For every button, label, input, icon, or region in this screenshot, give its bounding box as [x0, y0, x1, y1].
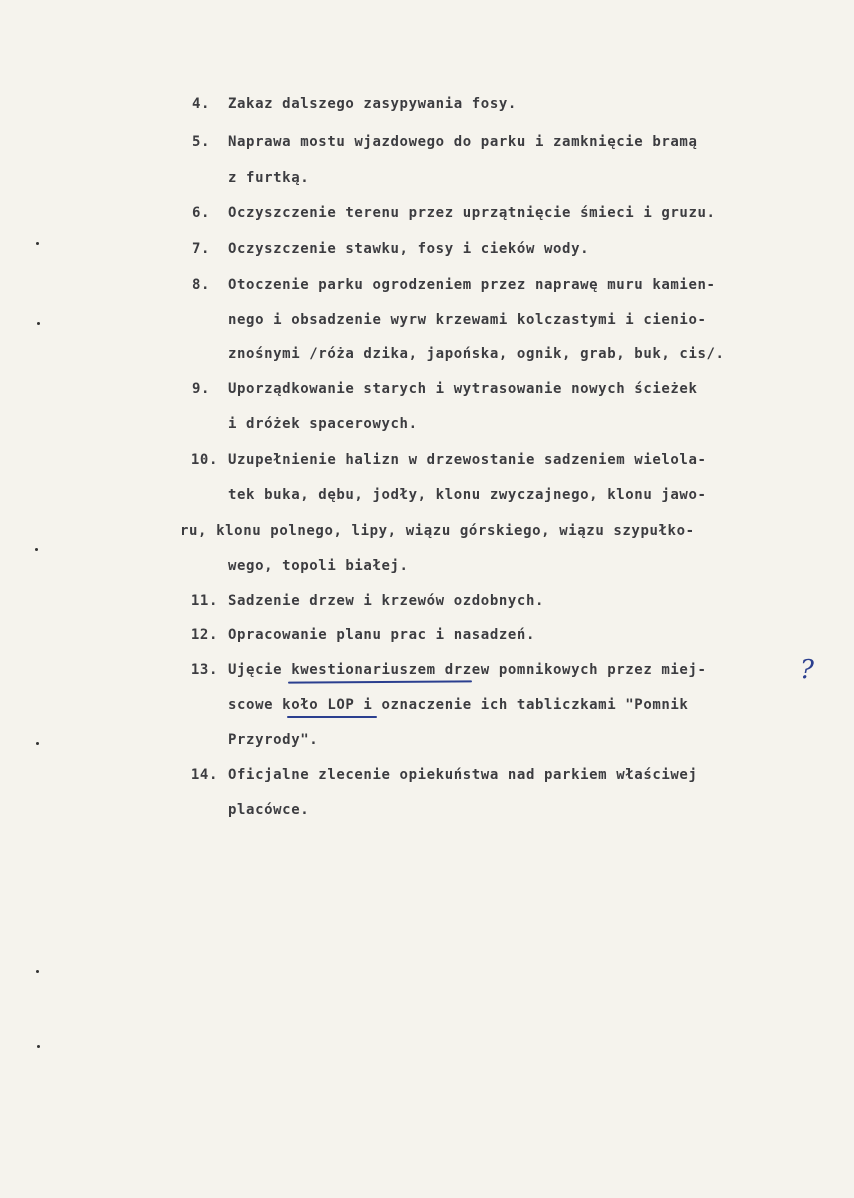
- handwritten-question-mark: ?: [800, 655, 814, 685]
- item-text-line: z furtką.: [228, 170, 310, 186]
- item-number: 7.: [191, 241, 210, 257]
- item-text-line: Oczyszczenie stawku, fosy i cieków wody.: [228, 241, 590, 257]
- margin-speck: [36, 242, 39, 245]
- item-text-line: Uzupełnienie halizn w drzewostanie sadzeniem wielola-: [228, 452, 707, 468]
- item-number: 12.: [190, 627, 218, 643]
- margin-speck: [37, 1045, 40, 1048]
- item-text-line: Sadzenie drzew i krzewów ozdobnych.: [228, 593, 545, 609]
- item-text-line: Ujęcie kwestionariuszem drzew pomnikowych przez miej-: [228, 662, 707, 678]
- item-number: 11.: [190, 593, 218, 609]
- item-number: 8.: [191, 277, 210, 293]
- item-text-line: Oczyszczenie terenu przez uprzątnięcie śmieci i gruzu.: [228, 205, 716, 221]
- item-text-line: Zakaz dalszego zasypywania fosy.: [228, 96, 517, 112]
- item-number: 10.: [190, 452, 218, 468]
- margin-speck: [36, 742, 39, 745]
- item-text-line: tek buka, dębu, jodły, klonu zwyczajnego, klonu jawo-: [228, 487, 707, 503]
- item-text-line: scowe koło LOP i oznaczenie ich tabliczkami "Pomnik: [228, 697, 689, 713]
- item-number: 13.: [190, 662, 218, 678]
- item-text-line: Uporządkowanie starych i wytrasowanie nowych ścieżek: [228, 381, 698, 397]
- margin-speck: [37, 322, 40, 325]
- item-text-line: ru, klonu polnego, lipy, wiązu górskiego, wiązu szypułko-: [180, 523, 695, 539]
- item-text-line: Oficjalne zlecenie opiekuństwa nad parkiem właściwej: [228, 767, 698, 783]
- item-text-line: Otoczenie parku ogrodzeniem przez naprawę muru kamien-: [228, 277, 716, 293]
- item-number: 6.: [191, 205, 210, 221]
- item-text-line: nego i obsadzenie wyrw krzewami kolczastymi i cienio-: [228, 312, 707, 328]
- item-number: 14.: [190, 767, 218, 783]
- item-text-line: Naprawa mostu wjazdowego do parku i zamknięcie bramą: [228, 134, 698, 150]
- item-text-line: Opracowanie planu prac i nasadzeń.: [228, 627, 535, 643]
- item-text-line: Przyrody".: [228, 732, 319, 748]
- handwritten-underline: [288, 680, 472, 683]
- item-text-line: znośnymi /róża dzika, japońska, ognik, grab, buk, cis/.: [228, 346, 725, 362]
- margin-speck: [36, 970, 39, 973]
- item-number: 4.: [191, 96, 210, 112]
- item-text-line: placówce.: [228, 802, 310, 818]
- margin-speck: [35, 548, 38, 551]
- item-number: 5.: [191, 134, 210, 150]
- handwritten-underline: [287, 716, 377, 718]
- item-text-line: wego, topoli białej.: [228, 558, 409, 574]
- item-text-line: i dróżek spacerowych.: [228, 416, 418, 432]
- item-number: 9.: [191, 381, 210, 397]
